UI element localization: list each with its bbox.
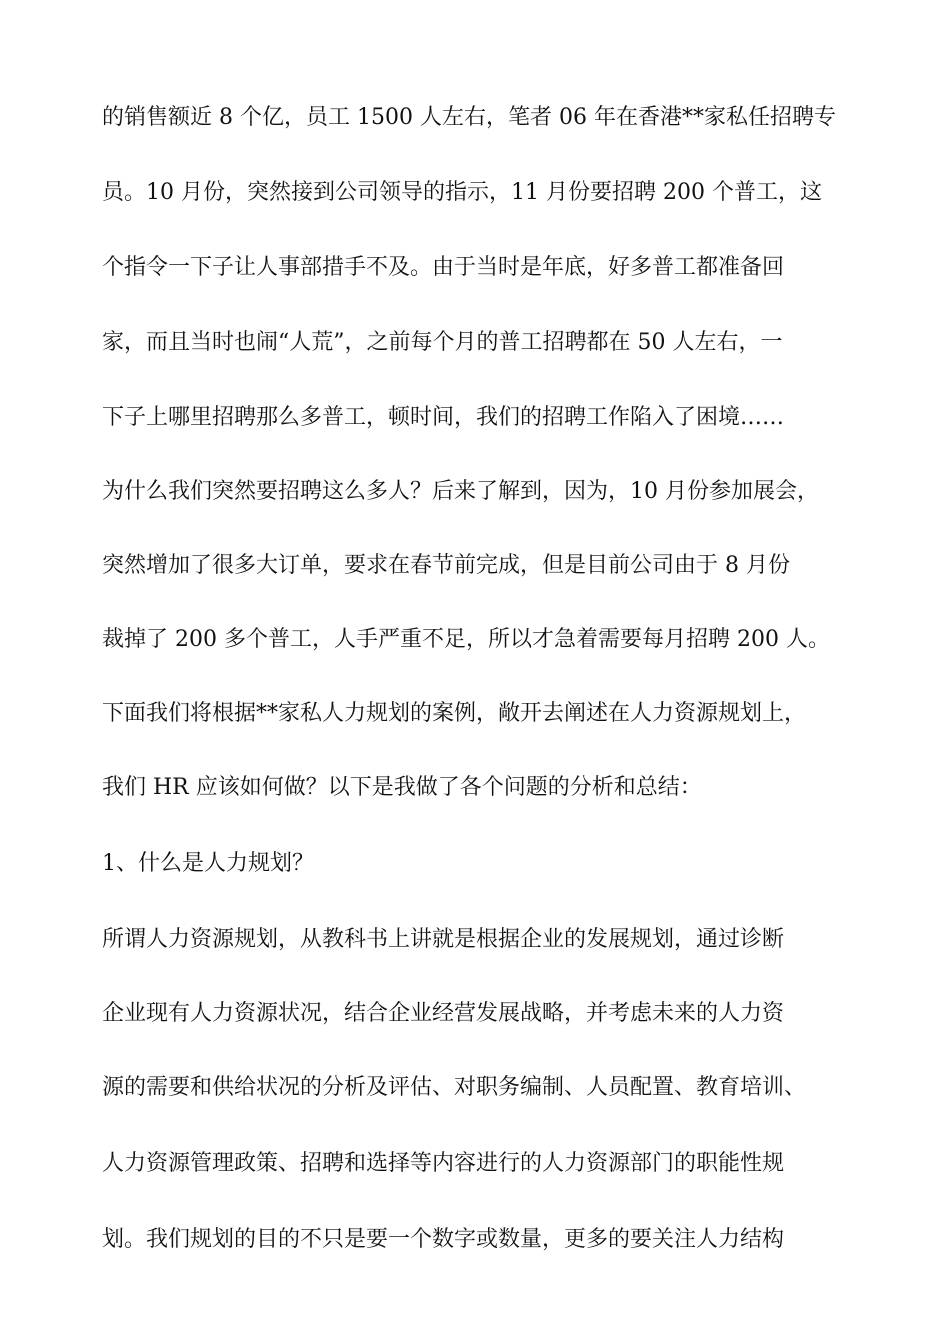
paragraph-line: 个指令一下子让人事部措手不及。由于当时是年底，好多普工都准备回 (102, 255, 785, 280)
paragraph-line: 家，而且当时也闹“人荒”，之前每个月的普工招聘都在 50 人左右，一 (102, 330, 783, 355)
paragraph-line: 所谓人力资源规划，从教科书上讲就是根据企业的发展规划，通过诊断 (102, 927, 785, 952)
paragraph-line: 下面我们将根据**家私人力规划的案例，敞开去阐述在人力资源规划上， (102, 701, 807, 726)
paragraph-line: 的销售额近 8 个亿，员工 1500 人左右，笔者 06 年在香港**家私任招聘专 (102, 105, 836, 130)
paragraph-line: 企业现有人力资源状况，结合企业经营发展战略，并考虑未来的人力资 (102, 1001, 785, 1026)
paragraph-line: 裁掉了 200 多个普工，人手严重不足，所以才急着需要每月招聘 200 人。 (102, 627, 830, 652)
paragraph-line: 源的需要和供给状况的分析及评估、对职务编制、人员配置、教育培训、 (102, 1075, 807, 1100)
paragraph-line: 突然增加了很多大订单，要求在春节前完成，但是目前公司由于 8 月份 (102, 553, 790, 578)
paragraph-line: 我们 HR 应该如何做？以下是我做了各个问题的分析和总结： (102, 775, 702, 800)
paragraph-line: 为什么我们突然要招聘这么多人？后来了解到，因为，10 月份参加展会， (102, 479, 819, 504)
paragraph-line: 划。我们规划的目的不只是要一个数字或数量，更多的要关注人力结构 (102, 1227, 785, 1252)
paragraph-line: 下子上哪里招聘那么多普工，顿时间，我们的招聘工作陷入了困境…… (102, 405, 785, 430)
section-heading: 1、什么是人力规划？ (102, 851, 314, 876)
paragraph-line: 员。10 月份，突然接到公司领导的指示，11 月份要招聘 200 个普工，这 (102, 180, 822, 205)
paragraph-line: 人力资源管理政策、招聘和选择等内容进行的人力资源部门的职能性规 (102, 1151, 785, 1176)
